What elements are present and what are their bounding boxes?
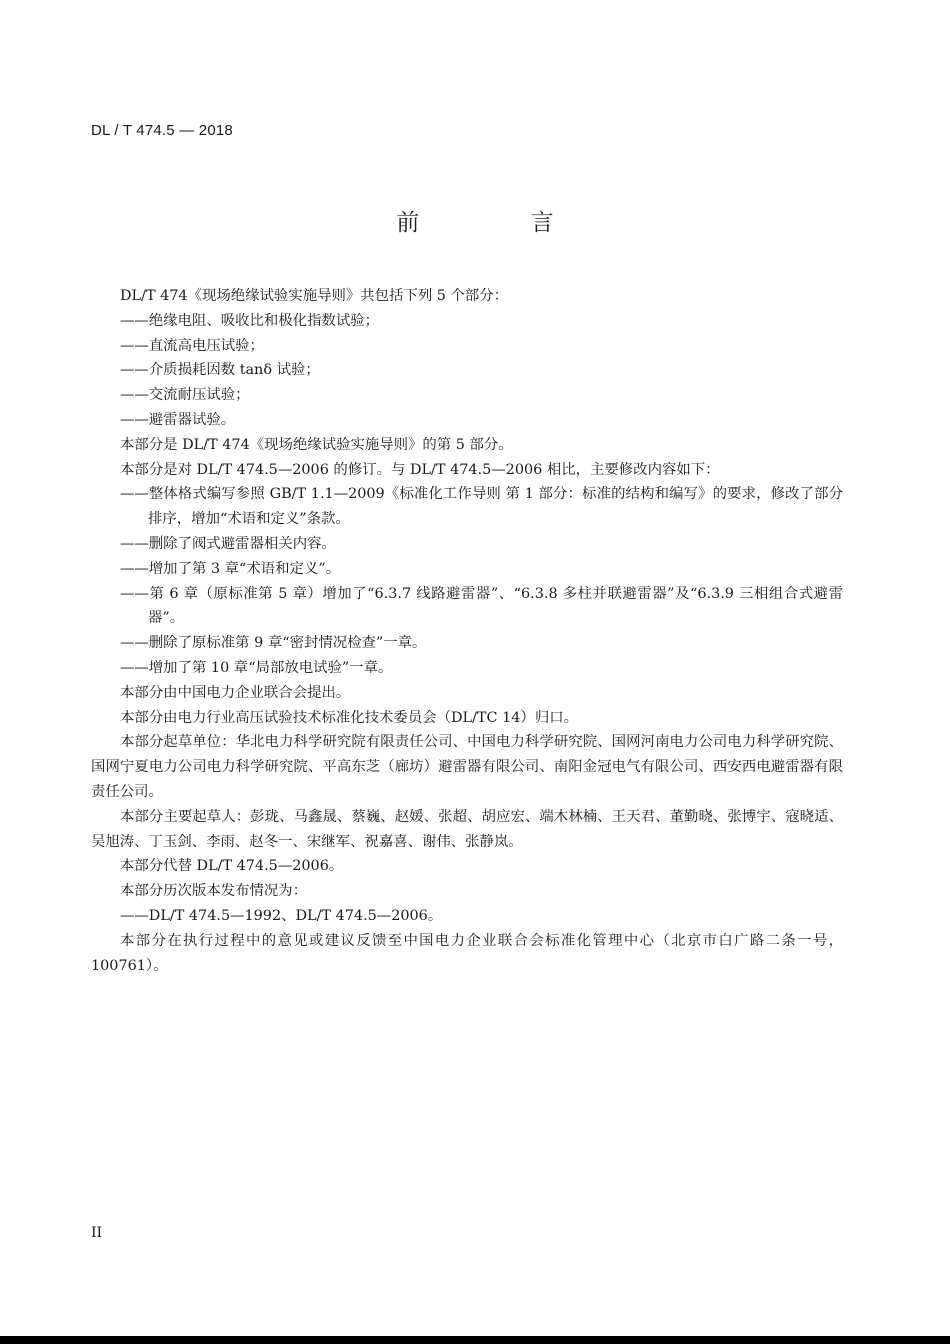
dash-list-item: ——删除了阀式避雷器相关内容。	[120, 535, 336, 552]
paragraph: 本部分历次版本发布情况为：	[120, 883, 308, 900]
paragraph: DL/T 474《现场绝缘试验实施导则》共包括下列 5 个部分：	[120, 288, 509, 304]
dash-list-item: ——增加了第 10 章“局部放电试验”一章。	[120, 659, 393, 676]
dash-list-item: ——直流高电压试验；	[120, 337, 264, 354]
dash-list-item: ——DL/T 474.5—1992、DL/T 474.5—2006。	[120, 907, 443, 924]
dash-list-item: ——删除了原标准第 9 章“密封情况检查”一章。	[120, 635, 427, 652]
page-title: 前 言	[396, 210, 606, 236]
paragraph: 本部分由电力行业高压试验技术标准化技术委员会（DL/TC 14）归口。	[120, 709, 578, 726]
dash-list-item: ——第 6 章（原标准第 5 章）增加了“6.3.7 线路避雷器”、“6.3.8 多柱并联避雷器”及“6.3.9 三相组合式避雷器”。	[120, 585, 843, 627]
paragraph: 本部分在执行过程中的意见或建议反馈至中国电力企业联合会标准化管理中心（北京市白广路二条一号，100761）。	[91, 932, 843, 974]
paragraph: 本部分代替 DL/T 474.5—2006。	[120, 858, 344, 875]
dash-list-item: ——交流耐压试验；	[120, 387, 250, 404]
dash-list-item: ——避雷器试验。	[120, 411, 236, 428]
paragraph: 本部分主要起草人：彭珑、马鑫晟、蔡巍、赵媛、张超、胡应宏、端木林楠、王天君、董勤晓、张博宇、寇晓适、吴旭涛、丁玉剑、李雨、赵冬一、宋继军、祝嘉喜、谢伟、张静岚。	[91, 808, 843, 850]
dash-list-item: ——介质损耗因数 tanδ 试验；	[120, 362, 320, 379]
paragraph: 本部分是对 DL/T 474.5—2006 的修订。与 DL/T 474.5—2006 相比，主要修改内容如下：	[120, 461, 720, 478]
dash-list-item: ——增加了第 3 章“术语和定义”。	[120, 560, 341, 577]
dash-list-item: ——整体格式编写参照 GB/T 1.1—2009《标准化工作导则 第 1 部分：标准的结构和编写》的要求，修改了部分排序，增加“术语和定义”条款。	[120, 486, 843, 528]
dash-list-item: ——绝缘电阻、吸收比和极化指数试验；	[120, 312, 380, 329]
paragraph: 本部分起草单位：华北电力科学研究院有限责任公司、中国电力科学研究院、国网河南电力公司电力科学研究院、国网宁夏电力公司电力科学研究院、平高东芝（廊坊）避雷器有限公司、南阳金冠电气有限公司、西安西电避雷器有限责任公司。	[91, 734, 843, 800]
paragraph: 本部分由中国电力企业联合会提出。	[120, 684, 351, 701]
page-number: II	[91, 1225, 103, 1241]
document-code-header: DL / T 474.5 — 2018	[91, 122, 233, 139]
page-bottom-edge	[0, 1336, 950, 1344]
foreword-body	[91, 284, 843, 978]
paragraph: 本部分是 DL/T 474《现场绝缘试验实施导则》的第 5 部分。	[120, 436, 513, 453]
